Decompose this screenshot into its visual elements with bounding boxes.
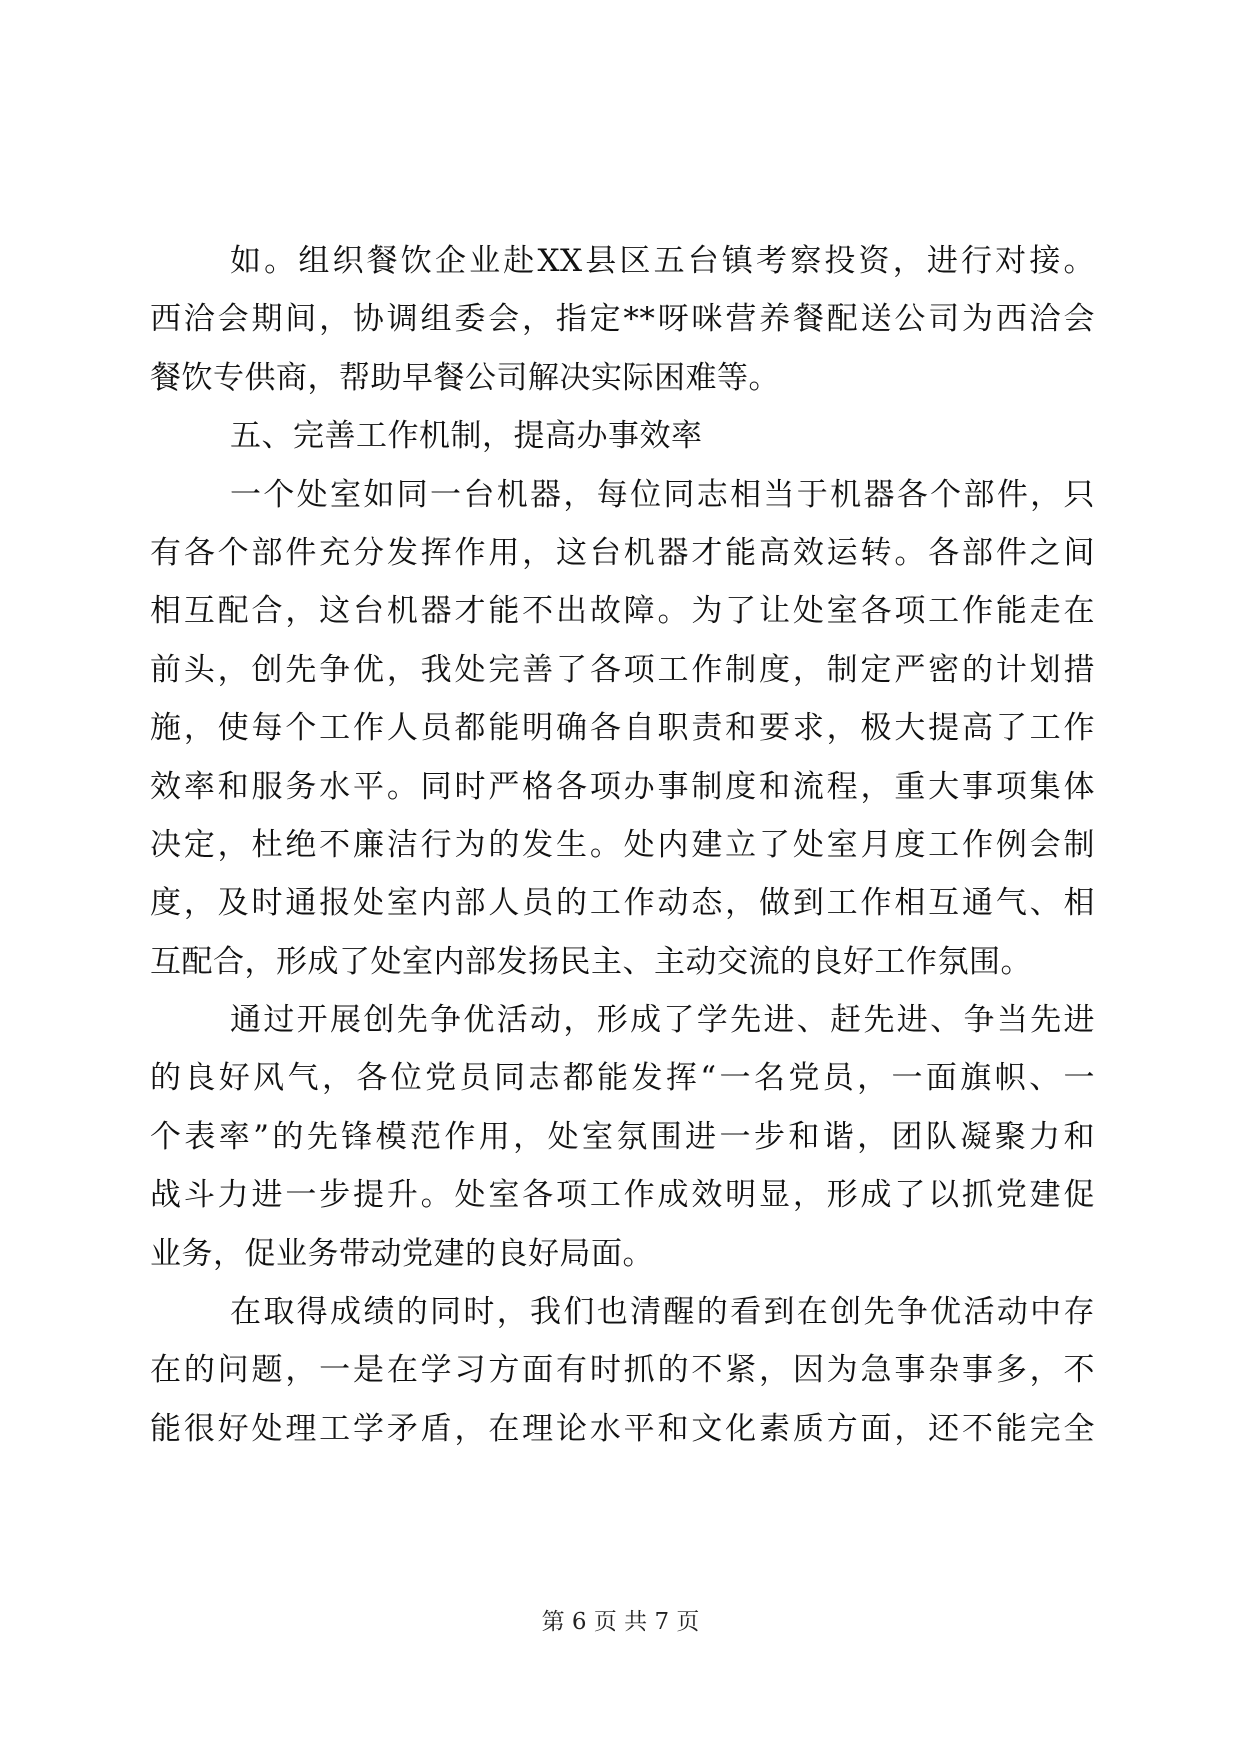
text-line: 在的问题，一是在学习方面有时抓的不紧，因为急事杂事多，不 [150,1352,1095,1389]
text-line: 如。组织餐饮企业赴XX县区五台镇考察投资，进行对接。 [230,243,1095,279]
document-body [150,232,1095,1458]
text-line: 决定，杜绝不廉洁行为的发生。处内建立了处室月度工作例会制 [150,826,1095,863]
text-line: 效率和服务水平。同时严格各项办事制度和流程，重大事项集体 [150,768,1095,805]
text-line: 餐饮专供商，帮助早餐公司解决实际困难等。 [150,359,780,396]
text-line: 相互配合，这台机器才能不出故障。为了让处室各项工作能走在 [150,593,1095,630]
text-line: 度，及时通报处室内部人员的工作动态，做到工作相互通气、相 [150,885,1095,922]
text-line: 战斗力进一步提升。处室各项工作成效明显，形成了以抓党建促 [150,1177,1095,1214]
text-line: 五、完善工作机制，提高办事效率 [230,418,703,455]
text-line: 前头，创先争优，我处完善了各项工作制度，制定严密的计划措 [150,651,1095,688]
text-line: 个表率”的先锋模范作用，处室氛围进一步和谐，团队凝聚力和 [150,1118,1095,1155]
text-line: 在取得成绩的同时，我们也清醒的看到在创先争优活动中存 [230,1294,1095,1331]
page-number-label: 第 6 页 共 7 页 [541,1609,700,1635]
text-line: 能很好处理工学矛盾，在理论水平和文化素质方面，还不能完全 [150,1410,1095,1447]
text-line: 业务，促业务带动党建的良好局面。 [150,1235,654,1272]
text-line: 一个处室如同一台机器，每位同志相当于机器各个部件，只 [230,476,1095,513]
text-line: 的良好风气，各位党员同志都能发挥“一名党员，一面旗帜、一 [150,1060,1095,1097]
text-line: 通过开展创先争优活动，形成了学先进、赶先进、争当先进 [230,1002,1095,1039]
text-line: 互配合，形成了处室内部发扬民主、主动交流的良好工作氛围。 [150,943,1032,980]
text-line: 有各个部件充分发挥作用，这台机器才能高效运转。各部件之间 [150,534,1095,571]
text-line: 施，使每个工作人员都能明确各自职责和要求，极大提高了工作 [150,710,1095,747]
text-line: 西洽会期间，协调组委会，指定**呀咪营养餐配送公司为西洽会 [150,301,1095,338]
page-footer [0,1607,1241,1637]
